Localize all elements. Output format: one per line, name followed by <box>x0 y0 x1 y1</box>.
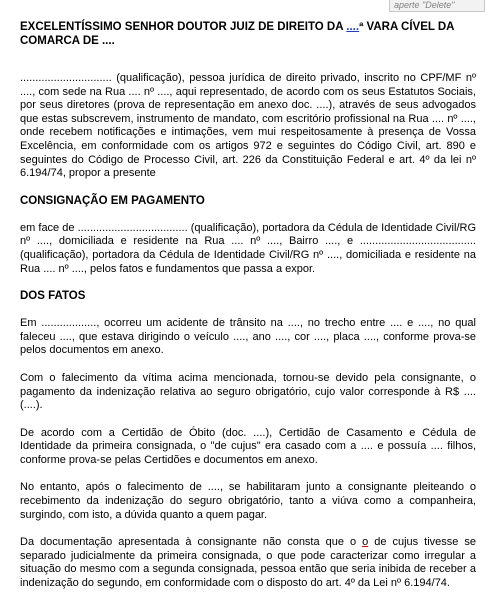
delete-tooltip: aperte "Delete" <box>389 0 485 12</box>
section-title-fatos: DOS FATOS <box>20 290 86 303</box>
spellcheck-word[interactable]: o <box>362 536 369 549</box>
facts-paragraph-5 <box>20 536 476 590</box>
last-para-part2: de cujus tivesse se separado judicialmente da primeira consignada, o que pode caracterizar como irregular a situação do mesmo com a segunda consignada, pessoa então que seria inibida de receber a indenização do segundo, em conformidade com o disposto do art. 4º da Lei nº 6.194/74. <box>20 536 476 590</box>
section-title-consignacao: CONSIGNAÇÃO EM PAGAMENTO <box>20 194 205 207</box>
intro-paragraph: .............................. (qualificação), pessoa jurídica de direito privado, inscrito no CPF/MF nº ...., com sede na Rua .... nº ...., aqui representado, de acordo com os seus Estatutos Sociais, por seus diretores (prova de representação em anexo doc. ....), através de seus advogados que estas subscrevem, instrumento de mandato, com escritório profissional na Rua .... nº ...., onde recebem notificações e intimações, vem mui respeitosamente à presença de Vossa Excelência, em conformidade com os artigos 972 e seguintes do Código Civil, art. 890 e seguintes do Código de Processo Civil, art. 226 da Constituição Federal e art. 4º da lei nº 6.194/74, propor a presente <box>20 72 476 180</box>
heading-dots-link[interactable]: .... <box>346 21 360 33</box>
facts-paragraph-4: No entanto, após o falecimento de ...., se habilitaram junto a consignante pleiteando o recebimento da indenização do seguro obrigatório, tanto a viúva como a companheira, surgindo, com isto, a dúvida quanto a quem pagar. <box>20 481 476 521</box>
document-page <box>20 20 476 591</box>
parties-paragraph: em face de .................................... (qualificação), portadora da Cédula de Identidade Civil/RG nº ...., domiciliada e residente na Rua .... nº ...., Bairro ...., e ...................................... (qualificação), portadora da Cédula de Identidade Civil/RG nº ...., domiciliada e residente na Rua .... nº ...., pelos fatos e fundamentos que passa a expor. <box>20 221 476 275</box>
heading-suffix: ª VARA CÍVEL DA COMARCA DE .... <box>20 21 455 47</box>
facts-paragraph-2: Com o falecimento da vítima acima mencionada, tornou-se devido pela consignante, o pagamento da indenização relativa ao seguro obrigatório, cujo valor corresponde à R$ .... (....). <box>20 371 476 412</box>
facts-paragraph-1: Em .................., ocorreu um acidente de trânsito na ...., no trecho entre .... e ...., no qual faleceu ...., que estava dirigindo o veículo ...., ano ...., cor ...., placa ...., conforme prova-se pelos documentos em anexo. <box>20 317 476 357</box>
last-para-part1: Da documentação apresentada à consignante não consta que o <box>20 536 363 549</box>
heading-prefix: EXCELENTÍSSIMO SENHOR DOUTOR JUIZ DE DIREITO DA <box>20 21 347 33</box>
facts-paragraph-3: De acordo com a Certidão de Óbito (doc. ....), Certidão de Casamento e Cédula de Identidade da primeira consignada, o "de cujus" era casado com a .... e possuía .... filhos, conforme prova-se pelas Certidões e documentos em anexo. <box>20 426 476 466</box>
petition-heading <box>20 20 476 48</box>
